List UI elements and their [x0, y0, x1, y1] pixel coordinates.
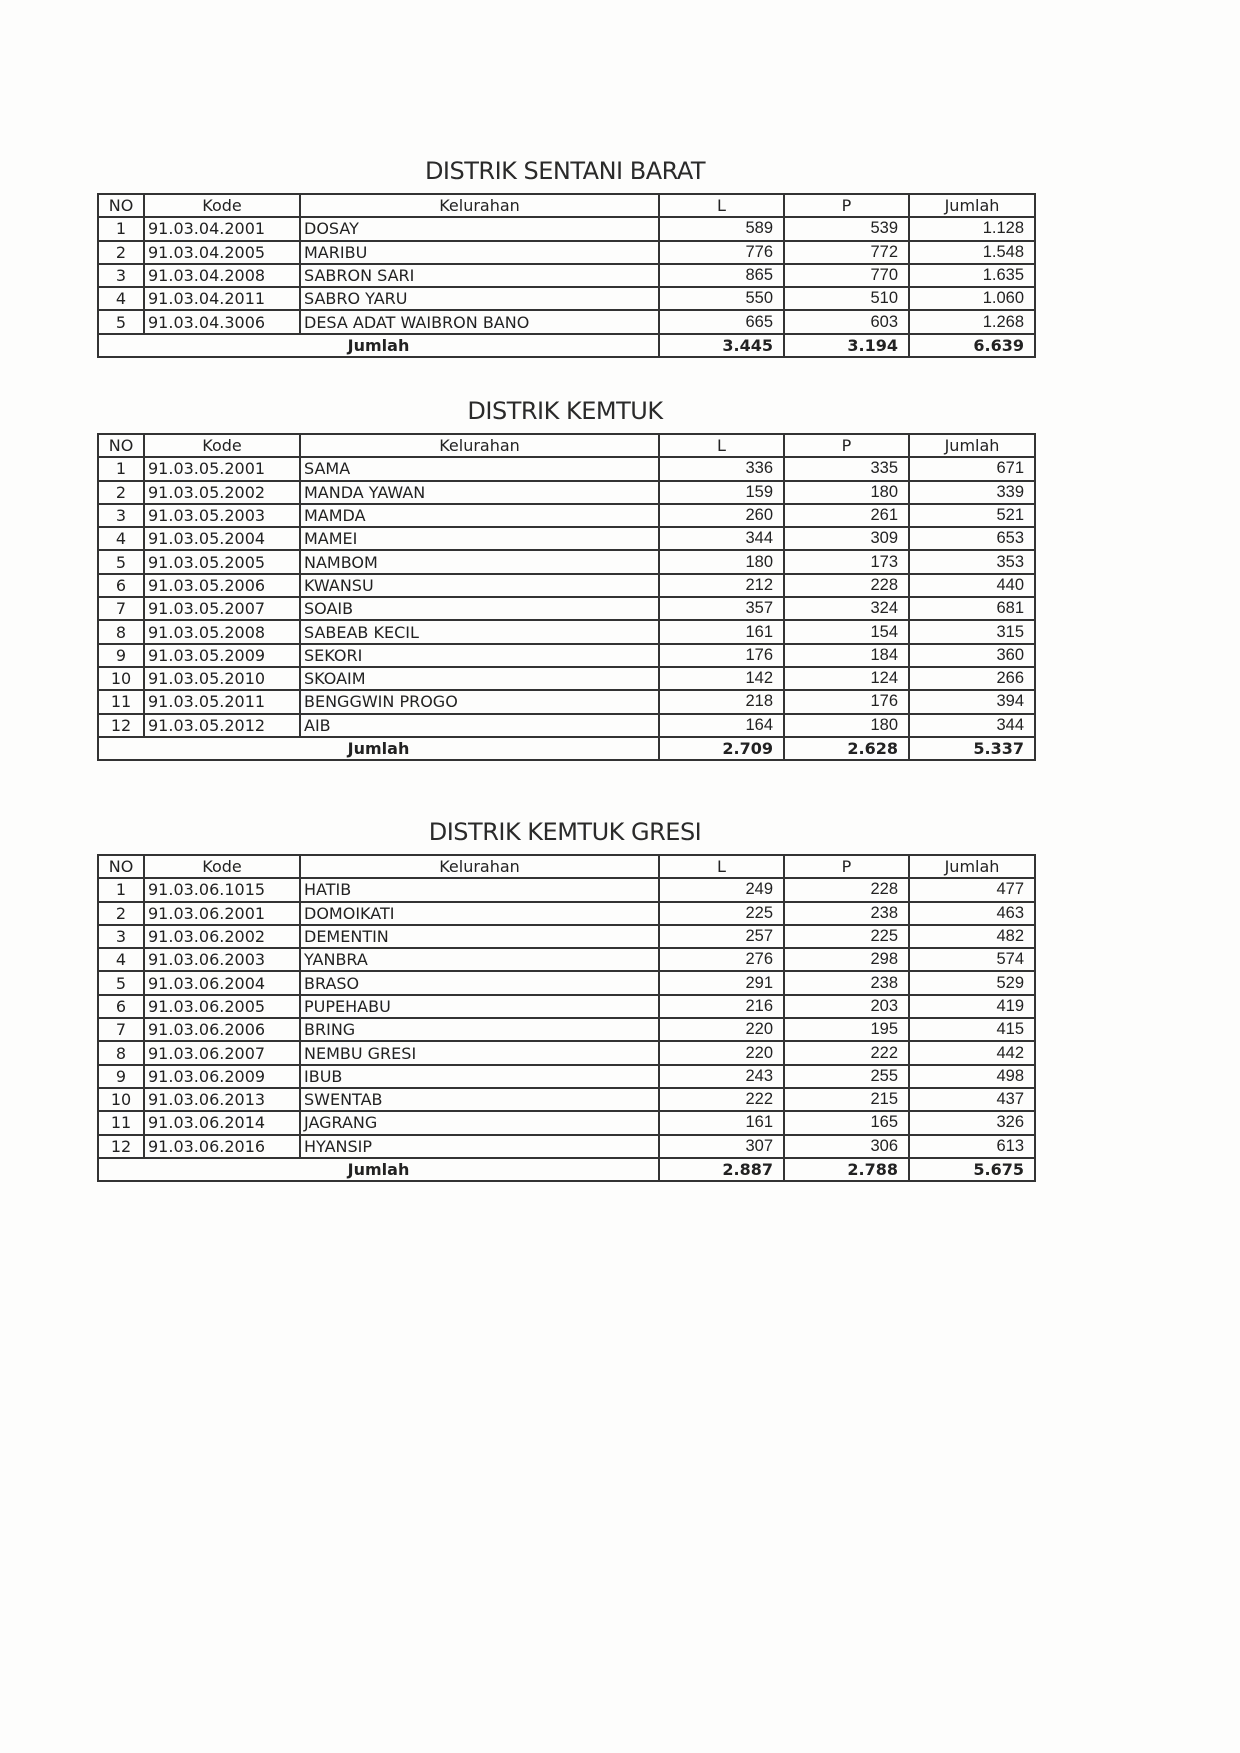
cell-kelurahan: PUPEHABU	[300, 995, 659, 1018]
cell-l: 218	[659, 690, 784, 713]
cell-l: 161	[659, 1111, 784, 1134]
table-row	[98, 217, 1035, 240]
table-row	[98, 1088, 1035, 1111]
cell-kode: 91.03.06.2013	[144, 1088, 300, 1111]
cell-p: 124	[784, 667, 909, 690]
cell-no: 12	[98, 714, 144, 737]
header-jumlah: Jumlah	[909, 434, 1035, 457]
cell-no: 12	[98, 1135, 144, 1158]
table-row	[98, 550, 1035, 573]
table-row	[98, 690, 1035, 713]
cell-l: 344	[659, 527, 784, 550]
cell-kode: 91.03.06.2009	[144, 1065, 300, 1088]
cell-l: 142	[659, 667, 784, 690]
cell-no: 5	[98, 971, 144, 994]
cell-no: 3	[98, 925, 144, 948]
cell-jumlah: 477	[909, 878, 1035, 901]
header-no: NO	[98, 194, 144, 217]
cell-jumlah: 521	[909, 504, 1035, 527]
cell-kelurahan: BRING	[300, 1018, 659, 1041]
cell-kelurahan: JAGRANG	[300, 1111, 659, 1134]
cell-kelurahan: DOSAY	[300, 217, 659, 240]
cell-no: 4	[98, 527, 144, 550]
cell-jumlah: 415	[909, 1018, 1035, 1041]
cell-kode: 91.03.04.3006	[144, 310, 300, 333]
cell-kode: 91.03.05.2012	[144, 714, 300, 737]
header-p: P	[784, 194, 909, 217]
total-label: Jumlah	[98, 737, 659, 760]
cell-p: 255	[784, 1065, 909, 1088]
cell-kelurahan: BRASO	[300, 971, 659, 994]
population-table	[97, 193, 1036, 358]
cell-kode: 91.03.06.2001	[144, 902, 300, 925]
header-kode: Kode	[144, 434, 300, 457]
cell-l: 357	[659, 597, 784, 620]
cell-no: 6	[98, 995, 144, 1018]
cell-kelurahan: NEMBU GRESI	[300, 1041, 659, 1064]
cell-jumlah: 653	[909, 527, 1035, 550]
cell-l: 180	[659, 550, 784, 573]
cell-no: 7	[98, 597, 144, 620]
table-row	[98, 620, 1035, 643]
cell-jumlah: 613	[909, 1135, 1035, 1158]
cell-jumlah: 440	[909, 574, 1035, 597]
cell-kode: 91.03.05.2002	[144, 481, 300, 504]
cell-kode: 91.03.05.2009	[144, 644, 300, 667]
cell-kelurahan: SWENTAB	[300, 1088, 659, 1111]
cell-kode: 91.03.06.2016	[144, 1135, 300, 1158]
cell-p: 772	[784, 241, 909, 264]
cell-kelurahan: SAMA	[300, 457, 659, 480]
cell-l: 865	[659, 264, 784, 287]
cell-jumlah: 1.268	[909, 310, 1035, 333]
cell-kode: 91.03.06.2005	[144, 995, 300, 1018]
cell-kelurahan: SOAIB	[300, 597, 659, 620]
cell-l: 222	[659, 1088, 784, 1111]
cell-kelurahan: BENGGWIN PROGO	[300, 690, 659, 713]
cell-p: 154	[784, 620, 909, 643]
cell-l: 212	[659, 574, 784, 597]
total-l: 3.445	[659, 334, 784, 357]
cell-no: 3	[98, 264, 144, 287]
table-row	[98, 971, 1035, 994]
cell-jumlah: 671	[909, 457, 1035, 480]
cell-jumlah: 482	[909, 925, 1035, 948]
total-p: 2.628	[784, 737, 909, 760]
cell-p: 222	[784, 1041, 909, 1064]
cell-kelurahan: KWANSU	[300, 574, 659, 597]
header-l: L	[659, 855, 784, 878]
cell-no: 9	[98, 1065, 144, 1088]
header-kelurahan: Kelurahan	[300, 434, 659, 457]
cell-kode: 91.03.05.2010	[144, 667, 300, 690]
cell-no: 11	[98, 1111, 144, 1134]
total-label: Jumlah	[98, 1158, 659, 1181]
cell-kode: 91.03.05.2007	[144, 597, 300, 620]
cell-jumlah: 266	[909, 667, 1035, 690]
cell-kelurahan: HYANSIP	[300, 1135, 659, 1158]
cell-kode: 91.03.06.2007	[144, 1041, 300, 1064]
table-row	[98, 574, 1035, 597]
table-row	[98, 241, 1035, 264]
population-table	[97, 854, 1036, 1182]
table-row	[98, 504, 1035, 527]
cell-kode: 91.03.05.2001	[144, 457, 300, 480]
cell-kode: 91.03.06.2002	[144, 925, 300, 948]
cell-kelurahan: MANDA YAWAN	[300, 481, 659, 504]
cell-p: 261	[784, 504, 909, 527]
cell-p: 176	[784, 690, 909, 713]
cell-l: 216	[659, 995, 784, 1018]
cell-jumlah: 681	[909, 597, 1035, 620]
cell-jumlah: 1.128	[909, 217, 1035, 240]
cell-kelurahan: MARIBU	[300, 241, 659, 264]
cell-no: 4	[98, 948, 144, 971]
cell-kelurahan: MAMEI	[300, 527, 659, 550]
cell-p: 173	[784, 550, 909, 573]
cell-no: 1	[98, 457, 144, 480]
cell-kelurahan: SABRON SARI	[300, 264, 659, 287]
cell-kelurahan: DESA ADAT WAIBRON BANO	[300, 310, 659, 333]
cell-l: 176	[659, 644, 784, 667]
cell-kode: 91.03.05.2004	[144, 527, 300, 550]
cell-jumlah: 437	[909, 1088, 1035, 1111]
table-row	[98, 667, 1035, 690]
cell-l: 220	[659, 1018, 784, 1041]
cell-kode: 91.03.06.1015	[144, 878, 300, 901]
table-title: DISTRIK SENTANI BARAT	[424, 157, 706, 185]
cell-kelurahan: HATIB	[300, 878, 659, 901]
table-row	[98, 527, 1035, 550]
table-row	[98, 948, 1035, 971]
cell-l: 159	[659, 481, 784, 504]
cell-l: 225	[659, 902, 784, 925]
header-p: P	[784, 434, 909, 457]
cell-no: 2	[98, 902, 144, 925]
cell-jumlah: 326	[909, 1111, 1035, 1134]
header-jumlah: Jumlah	[909, 194, 1035, 217]
total-row	[98, 737, 1035, 760]
cell-kelurahan: DEMENTIN	[300, 925, 659, 948]
cell-kelurahan: SKOAIM	[300, 667, 659, 690]
cell-l: 336	[659, 457, 784, 480]
total-jumlah: 5.337	[909, 737, 1035, 760]
population-table	[97, 433, 1036, 761]
cell-l: 665	[659, 310, 784, 333]
table-row	[98, 902, 1035, 925]
cell-no: 1	[98, 878, 144, 901]
cell-kelurahan: SABEAB KECIL	[300, 620, 659, 643]
cell-kode: 91.03.06.2003	[144, 948, 300, 971]
cell-p: 306	[784, 1135, 909, 1158]
cell-p: 335	[784, 457, 909, 480]
cell-kelurahan: NAMBOM	[300, 550, 659, 573]
cell-p: 238	[784, 971, 909, 994]
cell-no: 5	[98, 310, 144, 333]
header-kode: Kode	[144, 855, 300, 878]
cell-jumlah: 1.635	[909, 264, 1035, 287]
cell-jumlah: 353	[909, 550, 1035, 573]
cell-jumlah: 339	[909, 481, 1035, 504]
header-l: L	[659, 194, 784, 217]
total-row	[98, 1158, 1035, 1181]
header-no: NO	[98, 855, 144, 878]
header-row	[98, 434, 1035, 457]
cell-jumlah: 442	[909, 1041, 1035, 1064]
cell-no: 4	[98, 287, 144, 310]
cell-l: 164	[659, 714, 784, 737]
cell-kode: 91.03.06.2004	[144, 971, 300, 994]
header-kelurahan: Kelurahan	[300, 194, 659, 217]
cell-l: 589	[659, 217, 784, 240]
cell-p: 184	[784, 644, 909, 667]
cell-p: 195	[784, 1018, 909, 1041]
cell-l: 257	[659, 925, 784, 948]
cell-no: 1	[98, 217, 144, 240]
cell-kode: 91.03.05.2003	[144, 504, 300, 527]
cell-l: 276	[659, 948, 784, 971]
total-p: 2.788	[784, 1158, 909, 1181]
total-p: 3.194	[784, 334, 909, 357]
cell-p: 324	[784, 597, 909, 620]
cell-jumlah: 1.060	[909, 287, 1035, 310]
cell-p: 309	[784, 527, 909, 550]
cell-no: 2	[98, 241, 144, 264]
cell-kelurahan: AIB	[300, 714, 659, 737]
cell-kode: 91.03.05.2011	[144, 690, 300, 713]
cell-kode: 91.03.06.2006	[144, 1018, 300, 1041]
cell-p: 215	[784, 1088, 909, 1111]
cell-no: 7	[98, 1018, 144, 1041]
total-l: 2.709	[659, 737, 784, 760]
table-row	[98, 1018, 1035, 1041]
header-row	[98, 194, 1035, 217]
cell-p: 603	[784, 310, 909, 333]
table-title: DISTRIK KEMTUK GRESI	[428, 818, 702, 846]
cell-l: 550	[659, 287, 784, 310]
header-p: P	[784, 855, 909, 878]
header-l: L	[659, 434, 784, 457]
header-no: NO	[98, 434, 144, 457]
cell-l: 291	[659, 971, 784, 994]
cell-p: 180	[784, 481, 909, 504]
cell-kelurahan: IBUB	[300, 1065, 659, 1088]
table-row	[98, 481, 1035, 504]
cell-kelurahan: SABRO YARU	[300, 287, 659, 310]
total-jumlah: 6.639	[909, 334, 1035, 357]
cell-kelurahan: MAMDA	[300, 504, 659, 527]
cell-no: 11	[98, 690, 144, 713]
table-row	[98, 714, 1035, 737]
table-row	[98, 1135, 1035, 1158]
cell-jumlah: 360	[909, 644, 1035, 667]
cell-p: 238	[784, 902, 909, 925]
cell-kode: 91.03.05.2006	[144, 574, 300, 597]
total-label: Jumlah	[98, 334, 659, 357]
cell-no: 2	[98, 481, 144, 504]
cell-l: 220	[659, 1041, 784, 1064]
cell-kode: 91.03.06.2014	[144, 1111, 300, 1134]
table-row	[98, 287, 1035, 310]
table-row	[98, 1065, 1035, 1088]
cell-no: 10	[98, 1088, 144, 1111]
cell-l: 161	[659, 620, 784, 643]
table-row	[98, 995, 1035, 1018]
cell-kelurahan: DOMOIKATI	[300, 902, 659, 925]
table-row	[98, 264, 1035, 287]
cell-p: 539	[784, 217, 909, 240]
cell-l: 243	[659, 1065, 784, 1088]
table-row	[98, 644, 1035, 667]
cell-no: 8	[98, 1041, 144, 1064]
cell-kode: 91.03.04.2001	[144, 217, 300, 240]
cell-p: 298	[784, 948, 909, 971]
cell-no: 10	[98, 667, 144, 690]
cell-l: 249	[659, 878, 784, 901]
cell-no: 9	[98, 644, 144, 667]
table-row	[98, 597, 1035, 620]
header-jumlah: Jumlah	[909, 855, 1035, 878]
table-row	[98, 310, 1035, 333]
cell-kelurahan: YANBRA	[300, 948, 659, 971]
cell-kode: 91.03.04.2005	[144, 241, 300, 264]
cell-no: 3	[98, 504, 144, 527]
table-row	[98, 1041, 1035, 1064]
cell-jumlah: 419	[909, 995, 1035, 1018]
cell-p: 165	[784, 1111, 909, 1134]
total-l: 2.887	[659, 1158, 784, 1181]
cell-p: 180	[784, 714, 909, 737]
cell-jumlah: 394	[909, 690, 1035, 713]
table-row	[98, 457, 1035, 480]
table-title: DISTRIK KEMTUK	[467, 397, 663, 425]
cell-p: 203	[784, 995, 909, 1018]
table-row	[98, 925, 1035, 948]
cell-jumlah: 498	[909, 1065, 1035, 1088]
cell-kode: 91.03.04.2008	[144, 264, 300, 287]
cell-l: 307	[659, 1135, 784, 1158]
cell-p: 770	[784, 264, 909, 287]
cell-kode: 91.03.05.2008	[144, 620, 300, 643]
total-jumlah: 5.675	[909, 1158, 1035, 1181]
cell-kode: 91.03.05.2005	[144, 550, 300, 573]
cell-p: 510	[784, 287, 909, 310]
cell-p: 228	[784, 574, 909, 597]
cell-no: 6	[98, 574, 144, 597]
cell-p: 228	[784, 878, 909, 901]
header-kelurahan: Kelurahan	[300, 855, 659, 878]
cell-l: 260	[659, 504, 784, 527]
cell-l: 776	[659, 241, 784, 264]
cell-kode: 91.03.04.2011	[144, 287, 300, 310]
cell-jumlah: 344	[909, 714, 1035, 737]
cell-kelurahan: SEKORI	[300, 644, 659, 667]
table-row	[98, 1111, 1035, 1134]
cell-jumlah: 315	[909, 620, 1035, 643]
cell-p: 225	[784, 925, 909, 948]
total-row	[98, 334, 1035, 357]
cell-jumlah: 1.548	[909, 241, 1035, 264]
cell-jumlah: 463	[909, 902, 1035, 925]
cell-jumlah: 574	[909, 948, 1035, 971]
header-row	[98, 855, 1035, 878]
table-row	[98, 878, 1035, 901]
header-kode: Kode	[144, 194, 300, 217]
cell-no: 8	[98, 620, 144, 643]
cell-jumlah: 529	[909, 971, 1035, 994]
cell-no: 5	[98, 550, 144, 573]
